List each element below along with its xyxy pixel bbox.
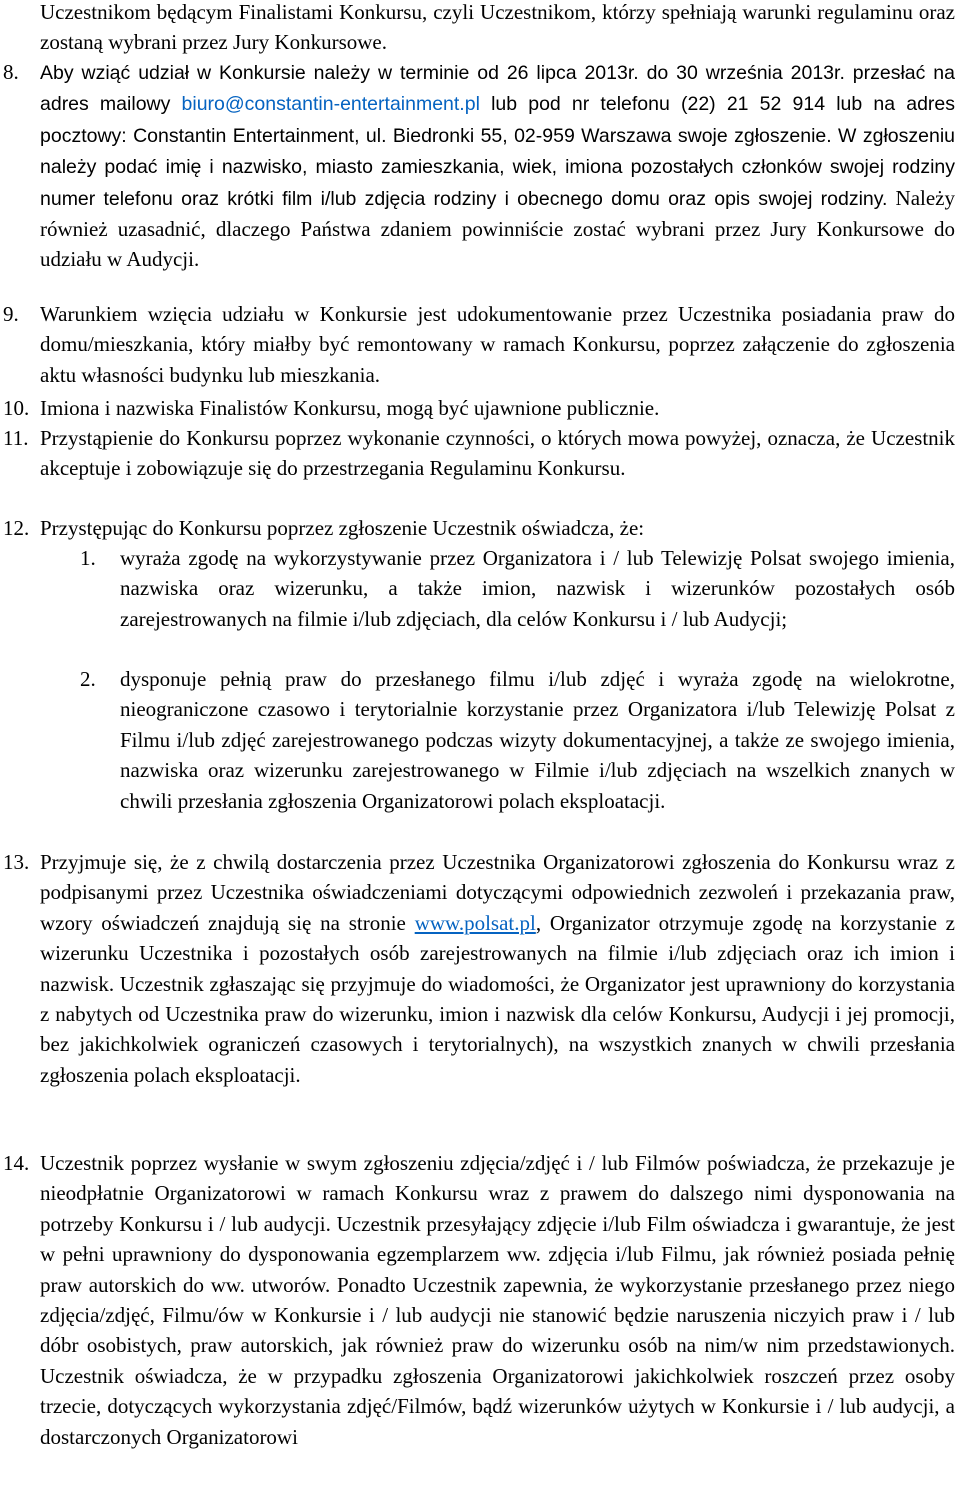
sub-item-number: 2.	[80, 667, 96, 691]
item11-text: Przystąpienie do Konkursu poprzez wykonanie czynności, o których mowa powyżej, oznacza, że Uczestnik akceptuje i zobowiązuje się do przestrzegania Regulaminu Konkursu.	[40, 426, 955, 481]
item-number: 14.	[3, 1151, 30, 1175]
item8-text-part1: Aby wziąć udział w Konkursie należy w terminie od 26 lipca 2013r. do 30 września 2013r. przesłać na adres mailowy	[40, 62, 955, 116]
item14-text-part1: Uczestnik poprzez wysłanie w swym zgłoszeniu zdjęcia/zdjęć i / lub Filmów poświadcza, że przekazuje je nieodpłatnie Organizatorowi w ramach Konkursu wraz z prawem do dalszego nimi dysponowania na potrzeby Konkursu i / lub audycji.	[40, 1151, 955, 1236]
list-item-11	[3, 423, 955, 484]
sub-item-12-2	[80, 664, 955, 816]
sub-item-12-1-text: wyraża zgodę na wykorzystywanie przez Organizatora i / lub Telewizję Polsat swojego imienia, nazwiska oraz wizerunku, a także imion, nazwisk i wizerunków pozostałych osób zarejestrowanych na filmie i/lub zdjęciach, dla celów Konkursu i / lub Audycji;	[120, 546, 955, 631]
continuation-paragraph	[40, 0, 955, 58]
list-item-12	[3, 513, 955, 543]
list-item-14	[3, 1148, 955, 1452]
item-number: 10.	[3, 396, 30, 420]
item8-text-part2: lub pod nr telefonu (22) 21 52 914 lub na adres pocztowy: Constantin Entertainment, ul. Biedronki 55, 02-959 Warszawa swoje zgłoszenie. W zgłoszeniu należy podać imię i nazwisko, miasto zamieszkania, wiek, imiona pozostałych członków swojej rodziny numer telefonu oraz krótki film i/lub zdjęcia rodziny i obecnego domu oraz opis swojej rodziny.	[40, 93, 956, 210]
item-number: 8.	[3, 60, 19, 84]
list-item-8	[3, 57, 955, 275]
item-number: 11.	[3, 426, 29, 450]
email-link[interactable]: biuro@constantin-entertainment.pl	[181, 93, 480, 116]
sub-item-12-1	[80, 543, 955, 634]
item13-text-part1: Przyjmuje się, że z chwilą dostarczenia przez Uczestnika Organizatorowi zgłoszenia do Konkursu wraz z podpisanymi przez Uczestnika oświadczeniami dotyczącymi odpowiednich zezwoleń i przekazania praw, wzory oświadczeń znajdują się na stronie	[40, 850, 955, 935]
list-item-9	[3, 299, 955, 390]
item14-text-part3: Ponadto Uczestnik zapewnia, że wykorzystanie przesłanego przez niego zdjęcia/zdjęć, Filmu/ów w Konkursie i / lub audycji nie stanowić będzie naruszenia niczyich praw i / lub dóbr osobistych, praw autorskich, jak również praw do wizerunku osób na nim/w nim przedstawionych. Uczestnik oświadcza, że w przypadku zgłoszenia Organizatorowi jakichkolwiek roszczeń przez osoby trzecie, dotyczących wykorzystania zdjęć/Filmów, bądź wizerunków użytych w Konkursie i / lub audycji, a dostarczonych Organizatorowi	[40, 1272, 955, 1449]
item9-text: Warunkiem wzięcia udziału w Konkursie jest udokumentowanie przez Uczestnika posiadania praw do domu/mieszkania, który miałby być remontowany w ramach Konkursu, poprzez załączenie do zgłoszenia aktu własności budynku lub mieszkania.	[40, 302, 955, 387]
continuation-text: Uczestnikom będącym Finalistami Konkursu, czyli Uczestnikom, którzy spełniają warunki regulaminu oraz zostaną wybrani przez Jury Konkursowe.	[40, 0, 955, 55]
item10-text: Imiona i nazwiska Finalistów Konkursu, mogą być ujawnione publicznie.	[40, 396, 660, 420]
list-item-10	[3, 393, 955, 423]
polsat-link[interactable]: www.polsat.pl	[414, 910, 536, 935]
list-item-13	[3, 847, 955, 1090]
item-number: 13.	[3, 850, 30, 874]
item12-text: Przystępując do Konkursu poprzez zgłoszenie Uczestnik oświadcza, że:	[40, 516, 645, 540]
item14-text-part2: Uczestnik przesyłający zdjęcie i/lub Film oświadcza i gwarantuje, że jest w pełni uprawniony do dysponowania egzemplarzem ww. zdjęcia i/lub Filmu, jak również posiada pełnię praw autorskich do ww. utworów.	[40, 1211, 955, 1297]
item8-text-part3: Należy również uzasadnić, dlaczego Państwa zdaniem powinniście zostać wybrani przez Jury Konkursowe do udziału w Audycji.	[40, 185, 955, 272]
sub-item-12-2-text: dysponuje pełnią praw do przesłanego filmu i/lub zdjęć i wyraża zgodę na wielokrotne, nieograniczone czasowo i terytorialnie korzystanie przez Organizatora i/lub Telewizję Polsat z Filmu i/lub zdjęć zarejestrowanego podczas wizyty dokumentacyjnej, a także ze swojego imienia, nazwiska oraz wizerunku zarejestrowanego w Filmie i/lub zdjęciach na wszelkich znanych w chwili przesłania zgłoszenia Organizatorowi polach eksploatacji.	[120, 667, 955, 813]
item-number: 9.	[3, 302, 19, 326]
item-number: 12.	[3, 516, 30, 540]
item13-text-part2: , Organizator otrzymuje zgodę na korzystanie z wizerunku Uczestnika i pozostałych osób zarejestrowanych na filmie i/lub zdjęciach oraz ich imion i nazwisk. Uczestnik zgłaszając się przyjmuje do wiadomości, że Organizator jest uprawniony do korzystania z nabytych od Uczestnika praw do wizerunku, imion i nazwisk dla celów Konkursu, Audycji i jej promocji, bez jakichkolwiek ograniczeń czasowych i terytorialnych), na wszystkich znanych w chwili przesłania zgłoszenia polach eksploatacji.	[40, 910, 956, 1087]
sub-item-number: 1.	[80, 546, 96, 570]
